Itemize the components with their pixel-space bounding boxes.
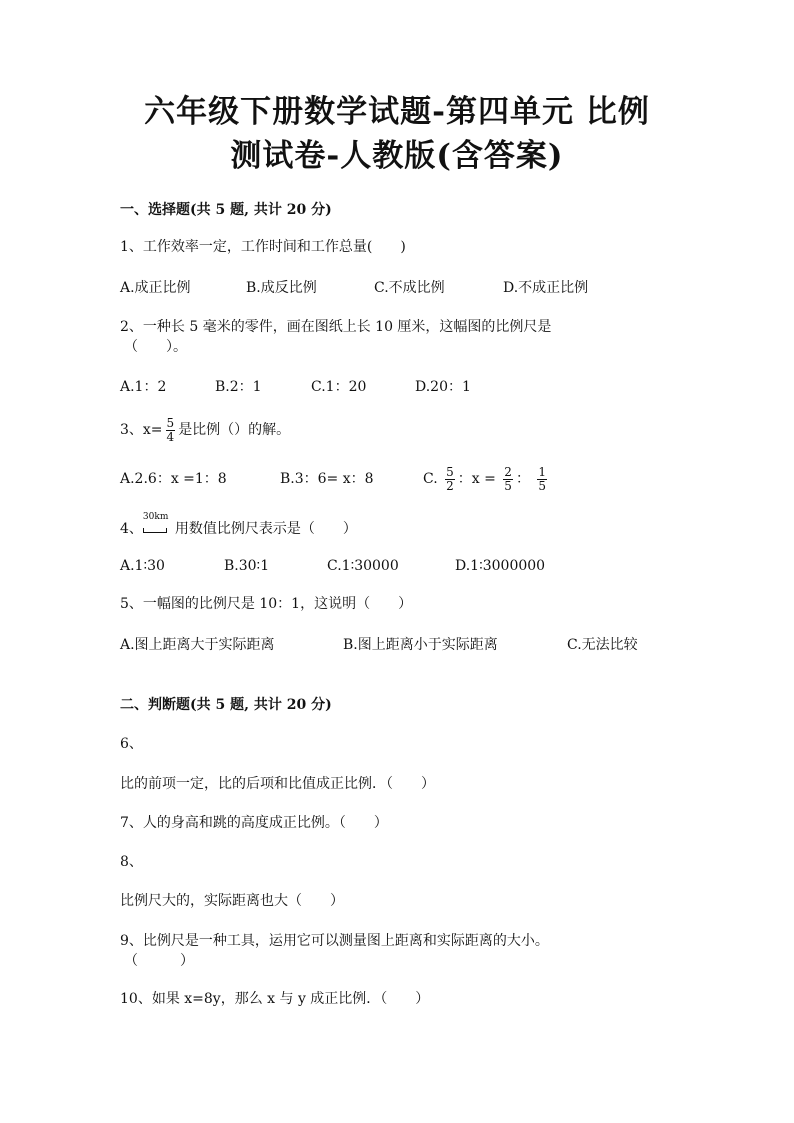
question-3-prefix: 3、x= bbox=[120, 422, 163, 438]
option-c: C.1：20 bbox=[311, 379, 367, 395]
question-9-blank: （ ） bbox=[124, 953, 194, 969]
question-2-options bbox=[120, 380, 720, 396]
option-b: B.30∶1 bbox=[224, 558, 270, 574]
question-8: 比例尺大的，实际距离也大（ ） bbox=[120, 893, 344, 909]
question-5: 5、一幅图的比例尺是 10：1，这说明（ ） bbox=[120, 596, 413, 612]
fraction-2-5: $\frac{2}{5}$ bbox=[504, 464, 512, 493]
option-b: B.成反比例 bbox=[246, 280, 317, 296]
question-1-options bbox=[120, 281, 720, 297]
question-8-number: 8、 bbox=[120, 854, 143, 870]
option-b: B.图上距离小于实际距离 bbox=[343, 637, 498, 653]
option-b: B.2：1 bbox=[215, 379, 262, 395]
question-3-suffix: 是比例（）的解。 bbox=[178, 422, 291, 438]
option-c: C.不成比例 bbox=[374, 280, 445, 296]
option-a: A.2.6：x =1：8 bbox=[120, 471, 227, 487]
fraction-1-5: $\frac{1}{5}$ bbox=[538, 464, 547, 493]
question-4-options bbox=[120, 559, 720, 575]
question-6-number: 6、 bbox=[120, 736, 143, 752]
fraction-5-4: $\frac{5}{4}$ bbox=[166, 415, 175, 444]
question-4: 4、 30km 用数值比例尺表示是（ ） bbox=[120, 512, 357, 537]
option-c: C.无法比较 bbox=[567, 637, 638, 653]
option-c: C. $\frac{5}{2}$ ：x = $\frac{2}{5}$ ： $\frac{1}{5}$ bbox=[423, 464, 547, 493]
question-3-options bbox=[120, 464, 760, 494]
option-a: A.1∶30 bbox=[120, 558, 165, 574]
option-a: A.1：2 bbox=[120, 379, 167, 395]
option-d: D.1∶3000000 bbox=[455, 558, 546, 574]
question-9: 9、比例尺是一种工具，运用它可以测量图上距离和实际距离的大小。 bbox=[120, 933, 549, 949]
option-d: D.不成正比例 bbox=[503, 280, 589, 296]
question-2-blank: （ ）。 bbox=[124, 339, 187, 355]
scale-bar-icon: 30km bbox=[143, 518, 169, 536]
question-7: 7、人的身高和跳的高度成正比例。（ ） bbox=[120, 815, 388, 831]
option-a: A.成正比例 bbox=[120, 280, 191, 296]
option-b: B.3：6= x：8 bbox=[280, 471, 374, 487]
question-6: 比的前项一定，比的后项和比值成正比例．（ ） bbox=[120, 776, 435, 792]
option-c: C.1∶30000 bbox=[327, 558, 399, 574]
question-1: 1、工作效率一定，工作时间和工作总量( ) bbox=[120, 239, 406, 255]
question-5-options bbox=[120, 638, 720, 654]
question-3 bbox=[120, 416, 290, 444]
fraction-5-2: $\frac{5}{2}$ bbox=[446, 464, 454, 493]
question-10: 10、如果 x=8y，那么 x 与 y 成正比例．（ ） bbox=[120, 991, 430, 1007]
option-a: A.图上距离大于实际距离 bbox=[120, 637, 275, 653]
section-header-choice: 一、选择题(共 5 题, 共计 20 分) bbox=[120, 202, 332, 218]
question-2: 2、一种长 5 毫米的零件，画在图纸上长 10 厘米，这幅图的比例尺是 bbox=[120, 319, 552, 335]
section-header-judgement: 二、判断题(共 5 题, 共计 20 分) bbox=[120, 697, 332, 713]
page-title-line-2: 测试卷-人教版(含答案) bbox=[230, 138, 564, 174]
option-d: D.20：1 bbox=[415, 379, 471, 395]
page-title-line-1: 六年级下册数学试题-第四单元 比例 bbox=[144, 94, 650, 130]
